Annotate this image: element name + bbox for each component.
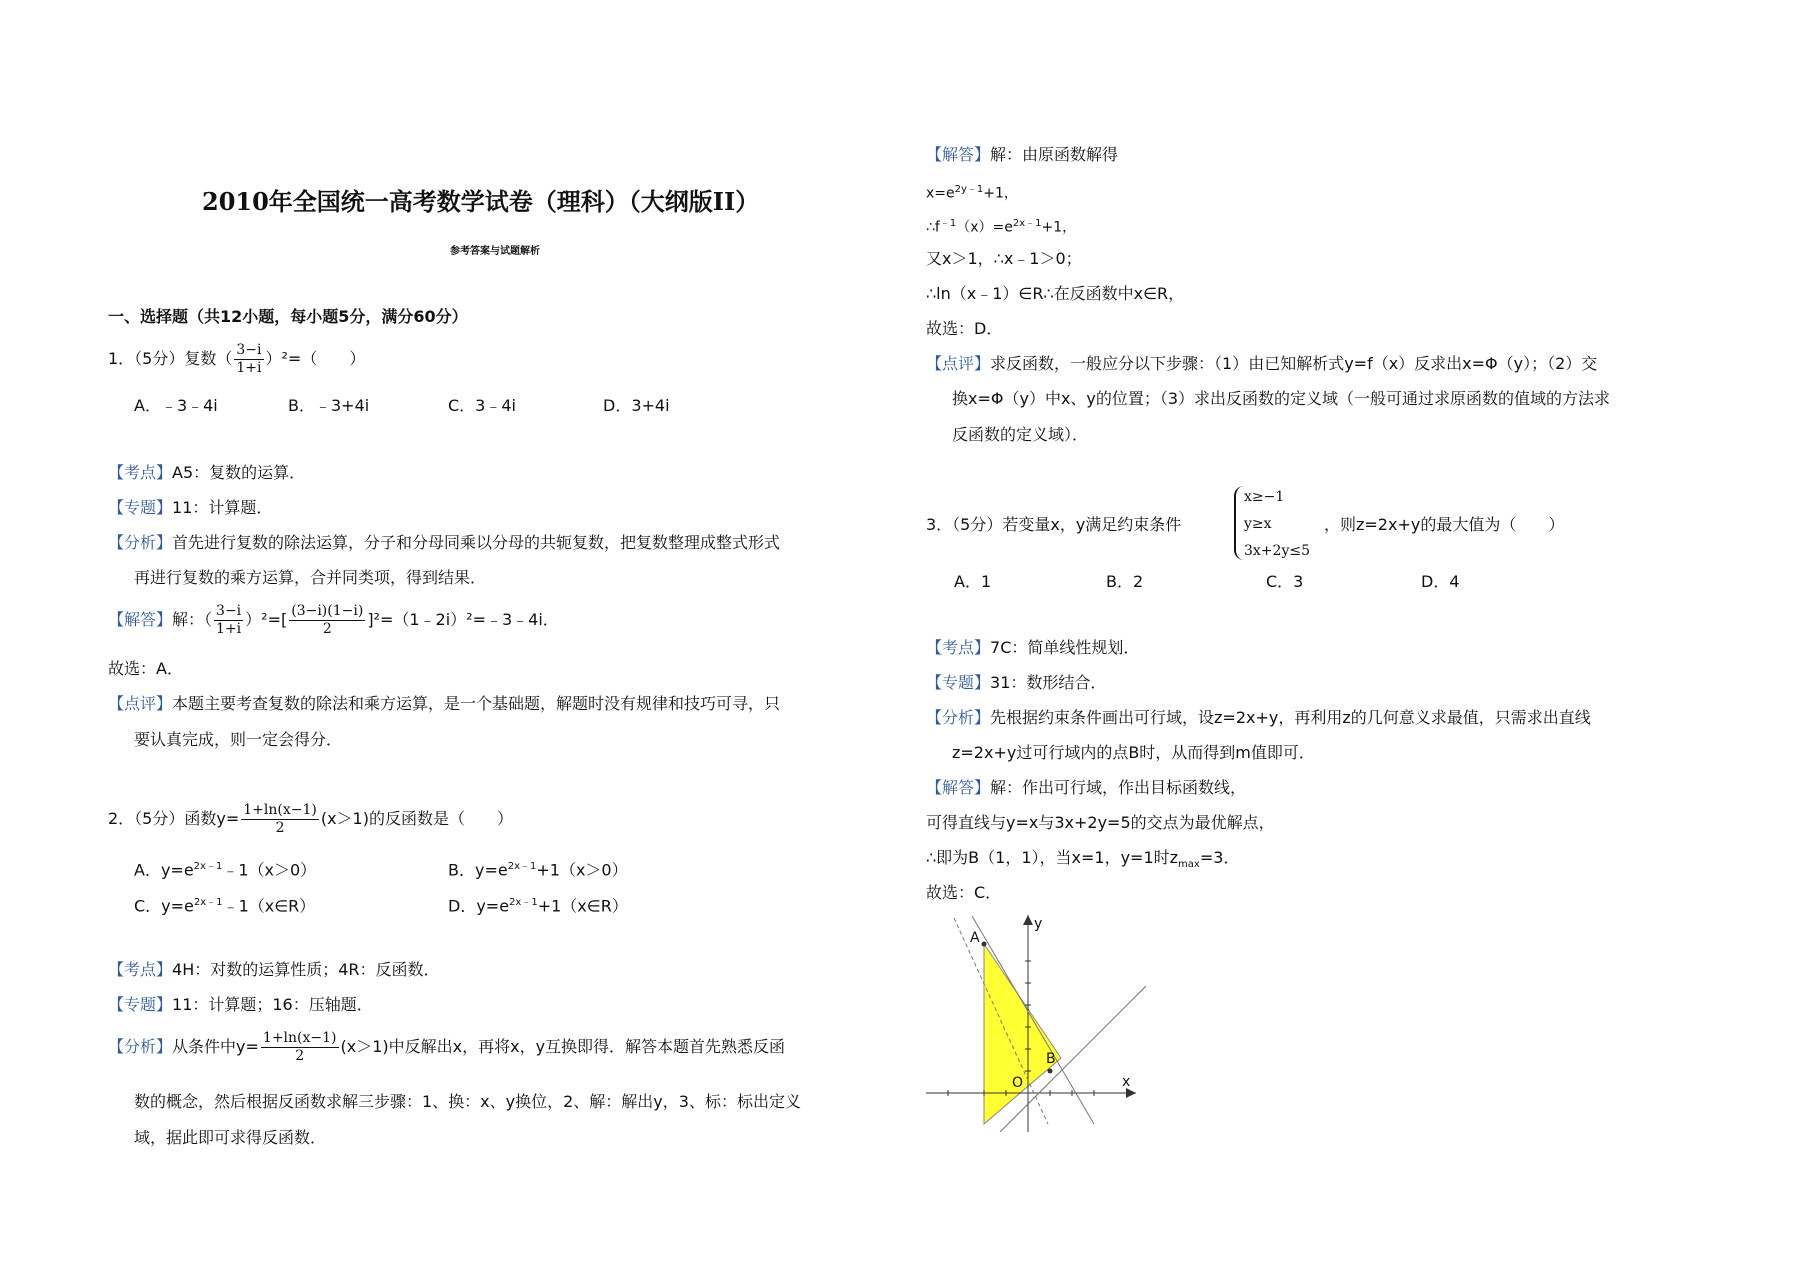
question-1: 1．（5分）复数（ $\frac{3-i}{1+i}$ ）²=（ ） <box>108 342 366 376</box>
section-heading: 一、选择题（共12小题，每小题5分，满分60分） <box>108 307 468 326</box>
q2-dianping-cont2: 反函数的定义域）． <box>952 425 1089 444</box>
q3-option-c: C．3 <box>1266 572 1304 591</box>
q3-step-1: 可得直线与y=x与3x+2y=5的交点为最优解点， <box>926 813 1275 832</box>
q3-fenxi: 【分析】先根据约束条件画出可行域，设z=2x+y，再利用z的几何意义求最值，只需求出直线 <box>926 708 1591 727</box>
point-b <box>1048 1069 1053 1074</box>
q1-jieda: 【解答】解：（ $\frac{3-i}{1+i}$ ）²=[ $\frac{(3-i)(1-i)}{2}$ ]²=（1﹣2i）²=﹣3﹣4i． <box>108 603 559 637</box>
question-3: 3．（5分）若变量x，y满足约束条件 <box>926 515 1182 534</box>
q2-dianping: 【点评】求反函数，一般应分以下步骤：（1）由已知解析式y=f（x）反求出x=Φ（y）；（2）交 <box>926 354 1598 373</box>
q2-step-4: ∴ln（x﹣1）∈R∴在反函数中x∈R， <box>926 284 1185 303</box>
q1-fenxi: 【分析】首先进行复数的除法运算，分子和分母同乘以分母的共轭复数，把复数整理成整式形式 <box>108 533 781 552</box>
q1-dianping-cont: 要认真完成，则一定会得分． <box>134 730 343 749</box>
q2-step-2: $\therefore f^{﹣1}(x)=e^{2x﹣1}+1$， <box>926 218 1077 236</box>
q2-option-b: B．$y=e^{2x﹣1}+1(x>0)$ <box>448 860 628 880</box>
question-3-tail: ，则z=2x+y的最大值为（ ） <box>1324 515 1565 534</box>
q2-fenxi: 【分析】从条件中y= $\frac{1+\ln(x-1)}{2}$ (x＞1)中反解出x，再将x，y互换即得．解答本题首先熟悉反函 <box>108 1030 786 1064</box>
q1-fenxi-cont: 再进行复数的乘方运算，合并同类项，得到结果． <box>134 568 487 587</box>
q2-zhuanti: 【专题】11：计算题；16：压轴题． <box>108 995 373 1014</box>
q1-dianping: 【点评】本题主要考查复数的除法和乘方运算，是一个基础题，解题时没有规律和技巧可寻，只 <box>108 694 781 713</box>
label-o: O <box>1012 1075 1024 1091</box>
label-x: x <box>1122 1074 1131 1090</box>
q1-kaodian: 【考点】A5：复数的运算． <box>108 463 306 482</box>
q1-answer: 故选：A． <box>108 659 183 678</box>
q1-zhuanti: 【专题】11：计算题． <box>108 498 273 517</box>
q2-option-a: A．$y=e^{2x﹣1}﹣1(x>0)$ <box>134 860 317 880</box>
y-axis-arrow-icon <box>1023 915 1033 925</box>
fraction: $\frac{(3-i)(1-i)}{2}$ <box>291 603 364 637</box>
q2-fenxi-cont2: 域，据此即可求得反函数． <box>134 1128 327 1147</box>
q1-option-c: C．3﹣4i <box>448 396 516 415</box>
q3-kaodian: 【考点】7C：简单线性规划． <box>926 638 1140 657</box>
label-a: A <box>970 930 980 946</box>
q1-option-d: D．3+4i <box>603 396 670 415</box>
q2-answer: 故选：D． <box>926 319 1003 338</box>
q2-option-c: C．$y=e^{2x﹣1}﹣1(x\in R)$ <box>134 896 316 916</box>
question-2: 2．（5分）函数y= $\frac{1+\ln(x-1)}{2}$ (x＞1)的反函数是（ ） <box>108 802 513 836</box>
feasible-region-graph <box>926 910 1146 1132</box>
constraint-1: x≥−1 <box>1244 489 1285 505</box>
q2-step-1: $x=e^{2y﹣1}+1$， <box>926 184 1018 202</box>
label-b: B <box>1046 1051 1056 1067</box>
page-subtitle: 参考答案与试题解析 <box>450 246 540 257</box>
q3-option-d: D．4 <box>1421 572 1460 591</box>
fraction: $\frac{1+\ln(x-1)}{2}$ <box>262 1030 337 1064</box>
q3-answer: 故选：C． <box>926 883 1002 902</box>
constraint-3: 3x+2y≤5 <box>1244 543 1310 559</box>
q2-jieda: 【解答】解：由原函数解得 <box>926 145 1119 164</box>
fraction: $\frac{3-i}{1+i}$ <box>236 342 262 376</box>
q2-option-d: D．$y=e^{2x﹣1}+1(x\in R)$ <box>448 896 628 916</box>
q3-jieda: 【解答】解：作出可行域，作出目标函数线， <box>926 778 1247 797</box>
q1-option-b: B．﹣3+4i <box>288 396 370 415</box>
feasible-region <box>984 944 1061 1124</box>
q1-option-a: A．﹣3﹣4i <box>134 396 218 415</box>
q3-step-2: ∴即为B（1，1），当x=1，y=1时$z_{max}=3$． <box>926 848 1240 871</box>
q3-zhuanti: 【专题】31：数形结合． <box>926 673 1107 692</box>
fraction: $\frac{3-i}{1+i}$ <box>216 603 242 637</box>
constraint-2: y≥x <box>1244 516 1272 532</box>
q2-dianping-cont: 换x=Φ（y）中x、y的位置；（3）求出反函数的定义域（一般可通过求原函数的值域的方法求 <box>952 389 1611 408</box>
q3-fenxi-cont: z=2x+y过可行域内的点B时，从而得到m值即可． <box>952 743 1315 762</box>
q2-kaodian: 【考点】4H：对数的运算性质；4R：反函数． <box>108 960 440 979</box>
point-a <box>982 942 987 947</box>
q3-option-b: B．2 <box>1106 572 1144 591</box>
q3-option-a: A．1 <box>954 572 992 591</box>
q2-step-3: 又x＞1，∴x﹣1＞0； <box>926 249 1082 268</box>
q2-fenxi-cont: 数的概念，然后根据反函数求解三步骤：1、换：x、y换位，2、解：解出y，3、标：标出定义 <box>134 1092 801 1111</box>
label-y: y <box>1034 916 1043 932</box>
fraction: $\frac{1+\ln(x-1)}{2}$ <box>243 802 317 836</box>
page-title: 2010年全国统一高考数学试卷（理科）（大纲版II） <box>202 187 760 216</box>
